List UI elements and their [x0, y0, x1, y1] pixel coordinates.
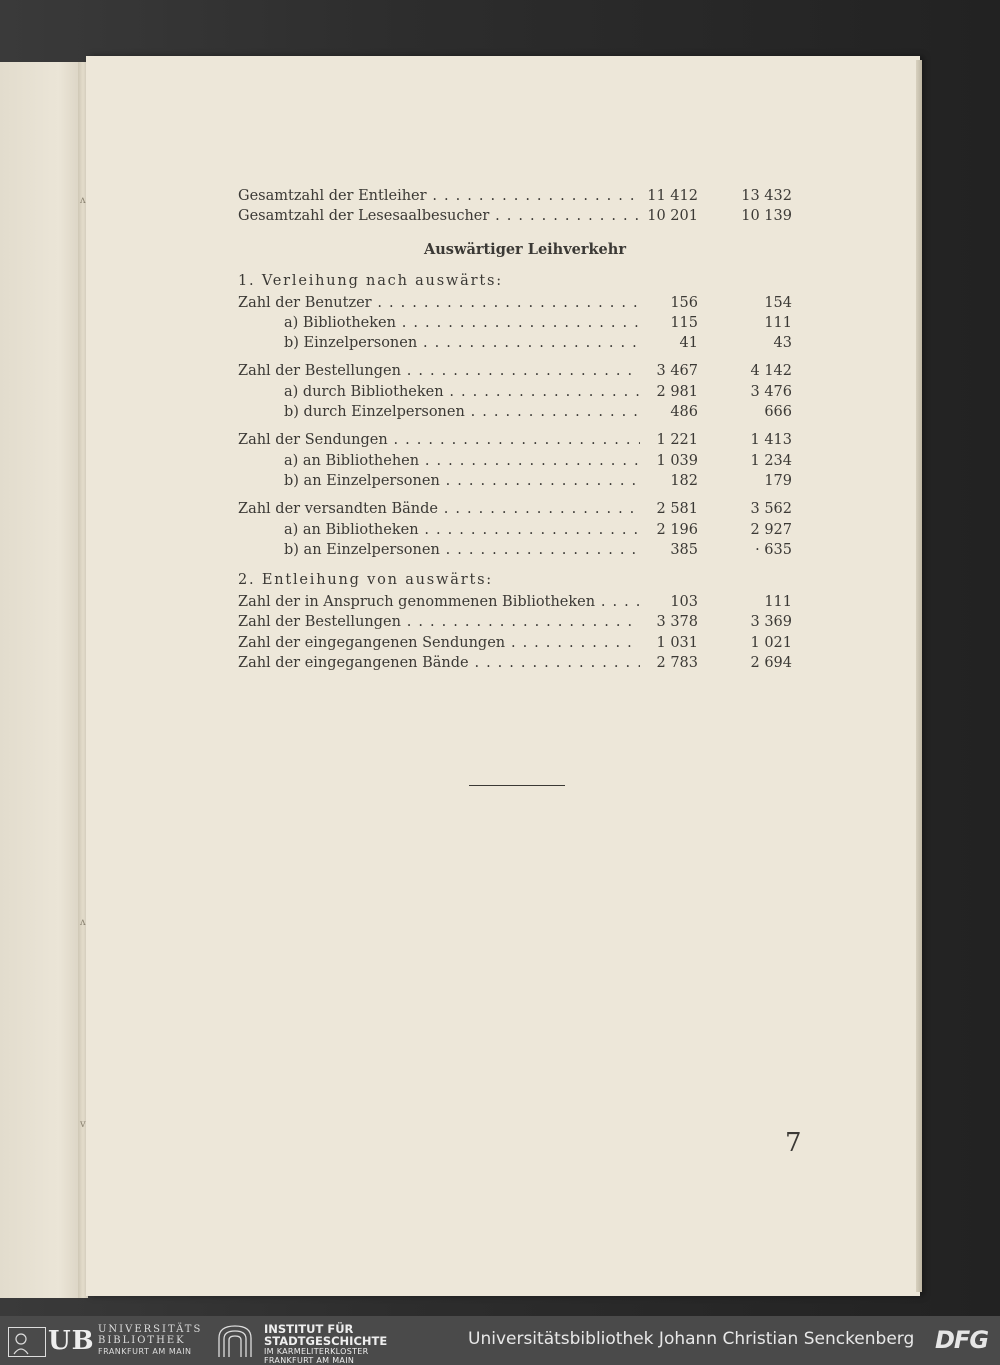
- row-value-1: 2 196: [656, 521, 698, 538]
- row-value-2: 1 413: [750, 432, 792, 449]
- row-value-2: 666: [764, 404, 792, 421]
- row-value-2: 111: [764, 594, 792, 611]
- subsection-title: 1. Verleihung nach auswärts:: [238, 272, 503, 289]
- row-value-2: 43: [773, 335, 792, 352]
- stitch-mark: v: [80, 1119, 86, 1130]
- row-label: b) an Einzelpersonen . . .: [284, 471, 640, 491]
- stitch-mark: ʌ: [80, 195, 86, 206]
- row-value-2: 154: [764, 294, 792, 311]
- row-value-1: 41: [679, 335, 698, 352]
- row-value-1: 3 467: [656, 363, 698, 380]
- row-label: Gesamtzahl der Lesesaalbesucher . . .: [238, 206, 640, 226]
- row-value-2: 3 476: [750, 383, 792, 400]
- row-label: Zahl der Sendungen . . .: [238, 430, 640, 450]
- table-row: [238, 451, 794, 471]
- row-value-1: 156: [670, 294, 698, 311]
- row-value-1: 11 412: [647, 188, 698, 204]
- row-value-2: 3 369: [750, 614, 792, 631]
- row-label: Zahl der in Anspruch genommenen Bibliotheken . . .: [238, 592, 640, 612]
- ub-line-2: BIBLIOTHEK: [98, 1335, 186, 1346]
- row-value-1: 1 221: [656, 432, 698, 449]
- dfg-logo: DFG: [935, 1326, 989, 1354]
- ub-logo-icon: [8, 1327, 46, 1357]
- group-gap: [238, 560, 794, 568]
- group-gap: [238, 353, 794, 361]
- subsection-title: 2. Entleihung von auswärts:: [238, 572, 493, 589]
- row-value-2: · 635: [755, 541, 792, 558]
- table-row: [238, 520, 794, 540]
- isg-line-4: FRANKFURT AM MAIN: [264, 1356, 355, 1365]
- table-row: [238, 471, 794, 491]
- table-row: [238, 333, 794, 353]
- row-label: b) an Einzelpersonen . . .: [284, 540, 640, 560]
- table-row: [238, 499, 794, 519]
- statistics-table: [238, 186, 794, 673]
- row-value-1: 182: [670, 472, 698, 489]
- row-label: a) an Bibliothehen . . .: [284, 451, 640, 471]
- row-value-2: 111: [764, 314, 792, 331]
- row-value-1: 10 201: [647, 208, 698, 225]
- table-row: [238, 382, 794, 402]
- row-value-1: 2 581: [656, 501, 698, 518]
- table-row: [238, 293, 794, 313]
- row-label: b) Einzelpersonen . . .: [284, 333, 640, 353]
- row-label: Zahl der eingegangenen Bände . . .: [238, 653, 640, 673]
- row-value-1: 1 031: [656, 634, 698, 651]
- page-number: 7: [785, 1128, 802, 1158]
- closing-rule: [469, 785, 565, 786]
- row-label: a) an Bibliotheken . . .: [284, 520, 640, 540]
- row-value-2: 2 927: [750, 521, 792, 538]
- table-row: [238, 612, 794, 632]
- row-value-1: 3 378: [656, 614, 698, 631]
- row-value-1: 385: [670, 541, 698, 558]
- ub-line-3: FRANKFURT AM MAIN: [98, 1347, 192, 1356]
- row-value-1: 2 783: [656, 655, 698, 672]
- table-row: [238, 206, 794, 226]
- ub-logo-text: UB: [48, 1326, 95, 1356]
- table-row: [238, 592, 794, 612]
- group-gap: [238, 491, 794, 499]
- row-value-2: 2 694: [750, 655, 792, 672]
- table-row: [238, 653, 794, 673]
- row-label: Zahl der versandten Bände . . .: [238, 499, 640, 519]
- table-row: [238, 186, 794, 206]
- table-row: [238, 430, 794, 450]
- row-value-1: 486: [670, 404, 698, 421]
- footer-title: Universitätsbibliothek Johann Christian Senckenberg: [468, 1329, 915, 1349]
- row-label: Zahl der Bestellungen . . .: [238, 361, 640, 381]
- row-value-2: 4 142: [750, 363, 792, 380]
- table-row: [238, 361, 794, 381]
- row-value-2: 1 021: [750, 634, 792, 651]
- ub-line-1: UNIVERSITÄTS: [98, 1324, 203, 1335]
- row-label: Zahl der Bestellungen . . .: [238, 612, 640, 632]
- table-row: [238, 402, 794, 422]
- row-value-1: 2 981: [656, 383, 698, 400]
- row-label: Zahl der Benutzer . . .: [238, 293, 640, 313]
- section-heading: Auswärtiger Leihverkehr: [424, 240, 626, 258]
- ub-logo-lines: [98, 1324, 202, 1357]
- row-value-2: 3 562: [750, 501, 792, 518]
- stitch-mark: ʌ: [80, 917, 86, 928]
- left-page: [0, 62, 84, 1298]
- row-label: Zahl der eingegangenen Sendungen . . .: [238, 633, 640, 653]
- viewer-footer-bar: [0, 1316, 1000, 1365]
- isg-logo-icon: [216, 1324, 254, 1357]
- table-row: [238, 540, 794, 560]
- row-value-2: 13 432: [741, 188, 792, 204]
- isg-line-2: STADTGESCHICHTE: [264, 1334, 388, 1348]
- isg-line-1: INSTITUT FÜR: [264, 1322, 354, 1336]
- row-label: b) durch Einzelpersonen . . .: [284, 402, 640, 422]
- table-row: [238, 313, 794, 333]
- isg-logo-text: [264, 1323, 387, 1365]
- row-value-1: 115: [670, 314, 698, 331]
- page-edge: [916, 60, 922, 1292]
- table-row: [238, 633, 794, 653]
- row-label: a) Bibliotheken . . .: [284, 313, 640, 333]
- row-value-2: 179: [764, 472, 792, 489]
- row-value-1: 103: [670, 594, 698, 611]
- row-value-2: 1 234: [750, 452, 792, 469]
- row-value-2: 10 139: [741, 208, 792, 225]
- row-label: a) durch Bibliotheken . . .: [284, 382, 640, 402]
- isg-line-3: IM KARMELITERKLOSTER: [264, 1347, 369, 1356]
- row-label: Gesamtzahl der Entleiher . . .: [238, 186, 640, 206]
- group-gap: [238, 422, 794, 430]
- row-value-1: 1 039: [656, 452, 698, 469]
